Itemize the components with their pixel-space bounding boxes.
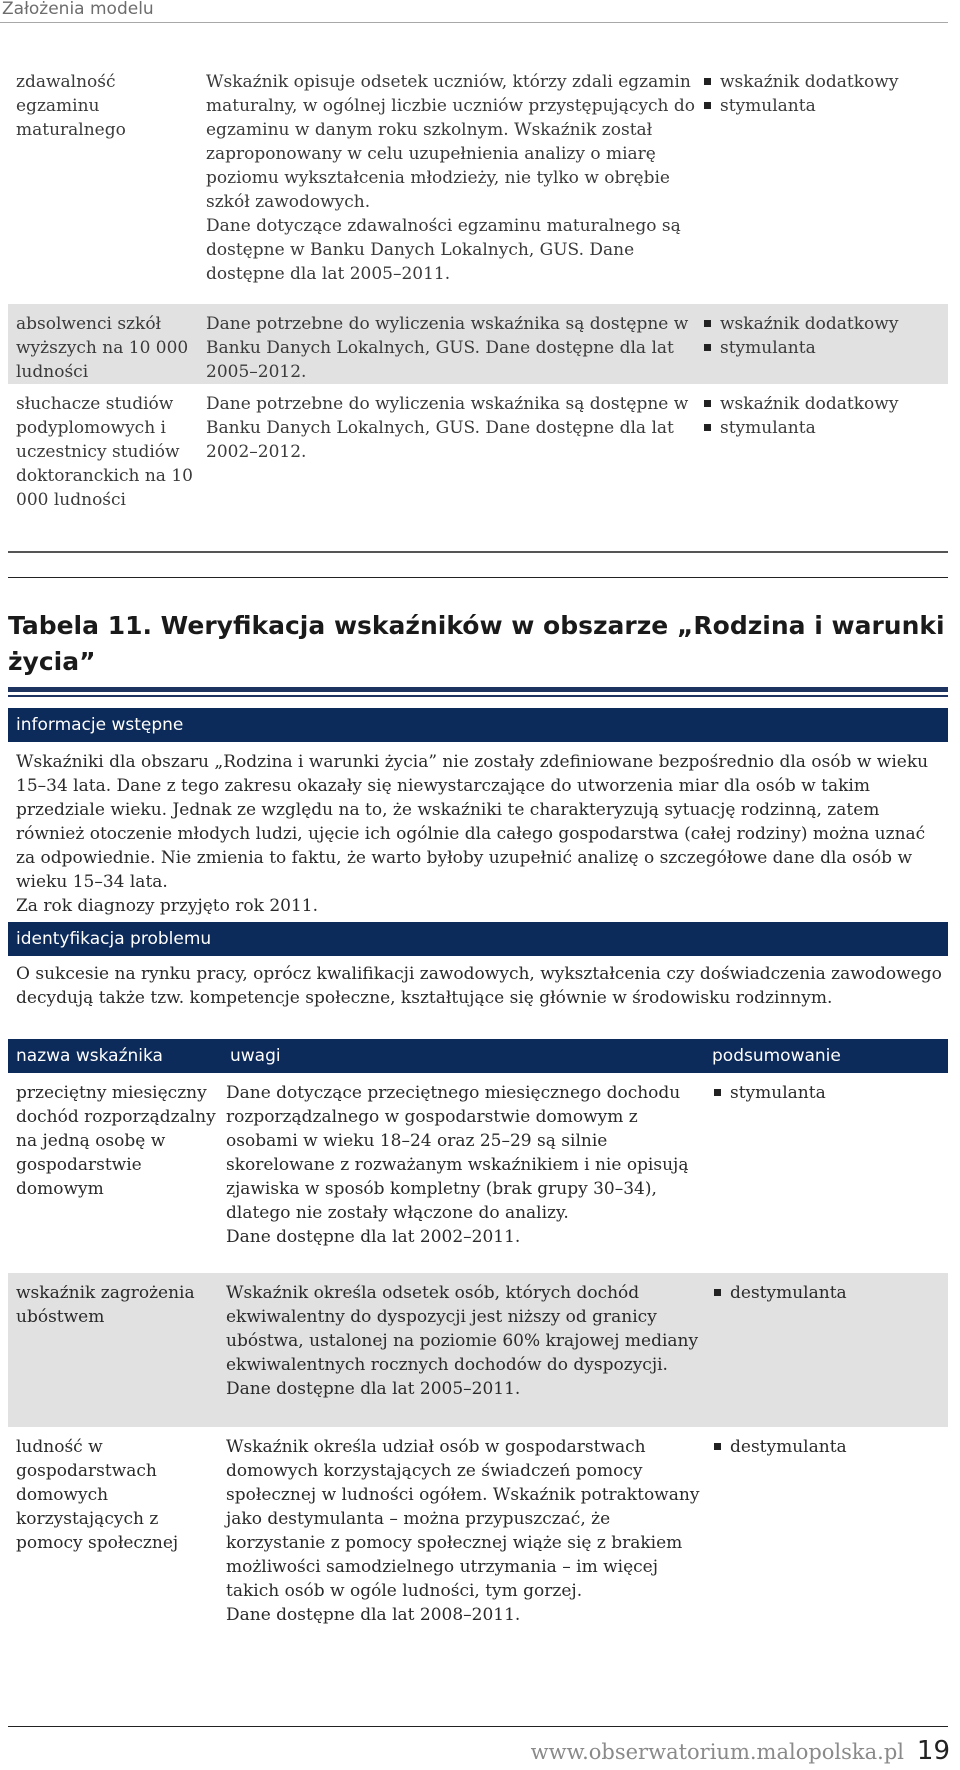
title-underline: [8, 687, 948, 700]
table-row: [8, 304, 948, 384]
summary-item: wskaźnik dodatkowy: [702, 70, 948, 94]
table-row: [8, 384, 948, 544]
indicators-table: [8, 1073, 948, 1667]
indicator-name: ludność w gospodarstwach domowych korzystających z pomocy społecznej: [16, 1437, 179, 1553]
indicator-summary: [698, 384, 948, 544]
running-header: Założenia modelu: [2, 0, 154, 19]
indicator-name: słuchacze studiów podyplomowych i uczestnicy studiów doktoranckich na 10 000 ludności: [16, 394, 193, 510]
indicator-notes: Dane potrzebne do wyliczenia wskaźnika są dostępne w Banku Danych Lokalnych, GUS. Dane dostępne dla lat 2005–2012.: [206, 314, 689, 382]
column-header-summary: podsumowanie: [712, 1046, 841, 1066]
table-row: [8, 1427, 948, 1667]
column-header-name: nazwa wskaźnika: [16, 1046, 163, 1066]
indicator-summary: [702, 1073, 948, 1273]
indicator-notes: Dane potrzebne do wyliczenia wskaźnika są dostępne w Banku Danych Lokalnych, GUS. Dane dostępne dla lat 2002–2012.: [206, 394, 689, 462]
indicator-notes: Wskaźnik opisuje odsetek uczniów, którzy zdali egzamin maturalny, w ogólnej liczbie uczniów przystępujących do egzaminu w danym roku szkolnym. Wskaźnik został zaproponowany w celu uzupełnienia analizy o miarę poziomu wykształcenia młodzieży, nie tylko w obrębie szkół zawodowych. Dane dotyczące zdawalności egzaminu maturalnego są dostępne w Banku Danych Lokalnych, GUS. Dane dostępne dla lat 2005–2011.: [206, 72, 695, 284]
page-number: 19: [916, 1736, 950, 1766]
info-paragraph: Wskaźniki dla obszaru „Rodzina i warunki życia” nie zostały zdefiniowane bezpośrednio dla osób w wieku 15–34 lata. Dane z tego zakresu okazały się niewystarczające do utworzenia miar dla osób w takim przedziale wieku. Jednak ze względu na to, że wskaźniki te charakteryzują sytuację rodzinną, zatem również otoczenie młodych ludzi, ujęcie ich ogólnie dla całego gospodarstwa (całej rodziny) można uznać za odpowiednie. Nie zmienia to faktu, że warto byłoby uzupełnić analizę o szczegółowe dane dla osób w wieku 15–34 lata. Za rok diagnozy przyjęto rok 2011.: [16, 752, 929, 916]
table-end-rule: [8, 551, 948, 553]
column-header-notes: uwagi: [230, 1046, 281, 1066]
summary-item: stymulanta: [702, 416, 948, 440]
summary-item: stymulanta: [712, 1081, 948, 1105]
indicator-name: przeciętny miesięczny dochód rozporządzalny na jedną osobę w gospodarstwie domowym: [16, 1083, 216, 1199]
table-header: [8, 1039, 948, 1073]
section-separator: [8, 577, 948, 578]
table-row: [8, 1273, 948, 1427]
indicator-notes: Dane dotyczące przeciętnego miesięcznego dochodu rozporządzalnego w gospodarstwie domowym z osobami w wieku 18–24 oraz 25–29 są silnie skorelowane z rozważanym wskaźnikiem i nie opisują zjawiska w sposób kompletny (brak grupy 30–34), dlatego nie zostały włączone do analizy. Dane dostępne dla lat 2002–2011.: [226, 1083, 689, 1247]
summary-item: destymulanta: [712, 1435, 948, 1459]
problem-paragraph: O sukcesie na rynku pracy, oprócz kwalifikacji zawodowych, wykształcenia czy doświadczenia zawodowego decydują także tzw. kompetencje społeczne, kształtujące się głównie w środowisku rodzinnym.: [16, 964, 942, 1008]
indicator-summary: [702, 1427, 948, 1667]
continuation-table: [8, 62, 948, 544]
indicator-summary: [702, 1273, 948, 1427]
indicator-name: absolwenci szkół wyższych na 10 000 ludności: [16, 314, 189, 382]
table-row: [8, 62, 948, 304]
table-row: [8, 1073, 948, 1273]
footer-rule: [8, 1726, 948, 1727]
summary-item: wskaźnik dodatkowy: [702, 312, 948, 336]
indicator-summary: [698, 62, 948, 304]
section-bar-problem: identyfikacja problemu: [8, 922, 948, 956]
summary-item: stymulanta: [702, 336, 948, 360]
footer-url[interactable]: www.obserwatorium.malopolska.pl: [530, 1740, 904, 1764]
summary-item: destymulanta: [712, 1281, 948, 1305]
section-bar-info: informacje wstępne: [8, 708, 948, 742]
table-title: Tabela 11. Weryfikacja wskaźników w obszarze „Rodzina i warunki życia”: [8, 611, 945, 676]
indicator-notes: Wskaźnik określa odsetek osób, których dochód ekwiwalentny do dyspozycji jest niższy od granicy ubóstwa, ustalonej na poziomie 60% krajowej mediany ekwiwalentnych rocznych dochodów do dyspozycji. Dane dostępne dla lat 2005–2011.: [226, 1283, 699, 1399]
indicator-name: wskaźnik zagrożenia ubóstwem: [16, 1283, 195, 1327]
indicator-name: zdawalność egzaminu maturalnego: [16, 72, 126, 140]
summary-item: stymulanta: [702, 94, 948, 118]
header-rule: [0, 22, 948, 23]
indicator-summary: [698, 304, 948, 384]
indicator-notes: Wskaźnik określa udział osób w gospodarstwach domowych korzystających ze świadczeń pomocy społecznej w ludności ogółem. Wskaźnik potraktowany jako destymulanta – można przypuszczać, że korzystanie z pomocy społecznej wiąże się z brakiem możliwości samodzielnego utrzymania – im więcej takich osób w ogóle ludności, tym gorzej. Dane dostępne dla lat 2008–2011.: [226, 1437, 700, 1625]
summary-item: wskaźnik dodatkowy: [702, 392, 948, 416]
